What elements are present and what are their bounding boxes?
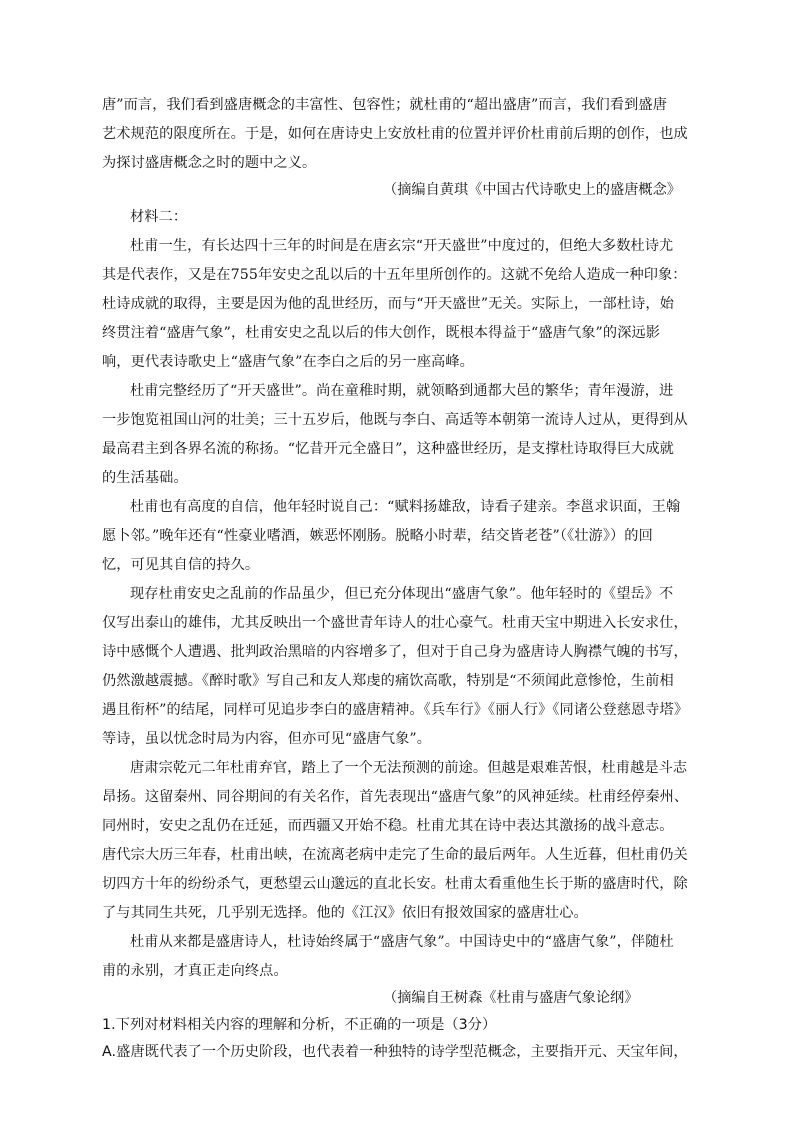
paragraph-line: 仅写出泰山的雄伟，尤其反映出一个盛世青年诗人的壮心豪气。杜甫天宝中期进入长安求仕， — [102, 615, 688, 631]
paragraph-line: 忆，可见其自信的持久。 — [102, 557, 260, 573]
paragraph-line: 现存杜甫安史之乱前的作品虽少，但已充分体现出“盛唐气象”。他年轻时的《望岳》不 — [130, 586, 674, 602]
paragraph-line: 艺术规范的限度所在。于是，如何在唐诗史上安放杜甫的位置并评价杜甫前后期的创作，也成 — [102, 126, 688, 142]
paragraph-line: 同州时，安史之乱仍在迁延，而西疆又开始不稳。杜甫尤其在诗中表达其激扬的战斗意志。 — [102, 818, 674, 834]
paragraph-line: 甫的永别，才真正走向终点。 — [102, 963, 288, 979]
paragraph-line: 为探讨盛唐概念之时的题中之义。 — [102, 155, 317, 171]
paragraph-line: 切四方十年的纷纷杀气，更愁望云山邈远的直北长安。杜甫太看重他生长于斯的盛唐时代，除 — [102, 876, 688, 892]
paragraph-line: 最高君主到各界名流的称扬。“忆昔开元全盛日”，这种盛世经历，是支撑杜诗取得巨大成就 — [102, 441, 674, 457]
paragraph-line: 唐代宗大历三年春，杜甫出峡，在流离老病中走完了生命的最后两年。人生近暮，但杜甫仍关 — [102, 847, 688, 863]
paragraph-line: 了与其同生共死，几乎别无选择。他的《江汉》依旧有报效国家的盛唐壮心。 — [102, 905, 588, 921]
paragraph-line: 的生活基础。 — [102, 470, 188, 486]
source-citation: （摘编自黄琪《中国古代诗歌史上的盛唐概念》 — [383, 182, 681, 198]
paragraph-line: 杜甫从来都是盛唐诗人，杜诗始终属于“盛唐气象”。中国诗史中的“盛唐气象”，伴随杜 — [130, 934, 674, 950]
paragraph-line: 杜甫完整经历了“开天盛世”。尚在童稚时期，就领略到通都大邑的繁华；青年漫游，进 — [130, 383, 674, 399]
paragraph-line: 其是代表作，又是在755年安史之乱以后的十五年里所创作的。这就不免给人造成一种印象： — [102, 267, 687, 283]
paragraph-line: 杜甫也有高度的自信，他年轻时说自己：“赋料扬雄敌，诗看子建亲。李邕求识面，王翰 — [130, 499, 681, 515]
section-heading: 材料二： — [130, 209, 188, 225]
paragraph-line: 遇且衔杯”的结尾，同样可见追步李白的盛唐精神。《兵车行》《丽人行》《同诸公登慈恩寺塔》 — [102, 702, 689, 718]
paragraph-line: 唐”而言，我们看到盛唐概念的丰富性、包容性；就杜甫的“超出盛唐”而言，我们看到盛唐 — [102, 97, 667, 113]
paragraph-line: 昂扬。这留秦州、同谷期间的有关名作，首先表现出“盛唐气象”的风神延续。杜甫经停秦州、 — [102, 789, 689, 805]
source-citation: （摘编自王树森《杜甫与盛唐气象论纲》 — [383, 990, 639, 1006]
paragraph-line: 仍然激越震撼。《醉时歌》写自己和友人郑虔的痛饮高歌，特别是“不须闻此意惨怆，生前相 — [102, 673, 674, 689]
paragraph-line: 诗中感慨个人遭遇、批判政治黑暗的内容增多了，但对于自己身为盛唐诗人胸襟气魄的书写， — [102, 644, 688, 660]
paragraph-line: 终贯注着“盛唐气象”，杜甫安史之乱以后的伟大创作，既根本得益于“盛唐气象”的深远影 — [102, 325, 661, 341]
paragraph-line: 唐肃宗乾元二年杜甫弃官，踏上了一个无法预测的前途。但越是艰难苦恨，杜甫越是斗志 — [130, 760, 688, 776]
paragraph-line: 响，更代表诗歌史上“盛唐气象”在李白之后的另一座高峰。 — [102, 354, 474, 370]
paragraph-line: 杜诗成就的取得，主要是因为他的乱世经历，而与“开天盛世”无关。实际上，一部杜诗，始 — [102, 296, 674, 312]
question-stem: 1.下列对材料相关内容的理解和分析，不正确的一项是（3分） — [102, 1017, 497, 1033]
paragraph-line: 愿卜邻。”晚年还有“性豪业嗜酒，嫉恶怀刚肠。脱略小时辈，结交皆老苍”（《壮游》）的回 — [102, 528, 653, 544]
paragraph-line: 等诗，虽以忧念时局为内容，但亦可见“盛唐气象”。 — [102, 731, 432, 747]
paragraph-line: 一步饱览祖国山河的壮美；三十五岁后，他既与李白、高适等本朝第一流诗人过从，更得到从 — [102, 412, 688, 428]
answer-option-a: A.盛唐既代表了一个历史阶段，也代表着一种独特的诗学型范概念，主要指开元、天宝年间， — [102, 1044, 688, 1060]
paragraph-line: 杜甫一生，有长达四十三年的时间是在唐玄宗“开天盛世”中度过的，但绝大多数杜诗尤 — [130, 238, 674, 254]
